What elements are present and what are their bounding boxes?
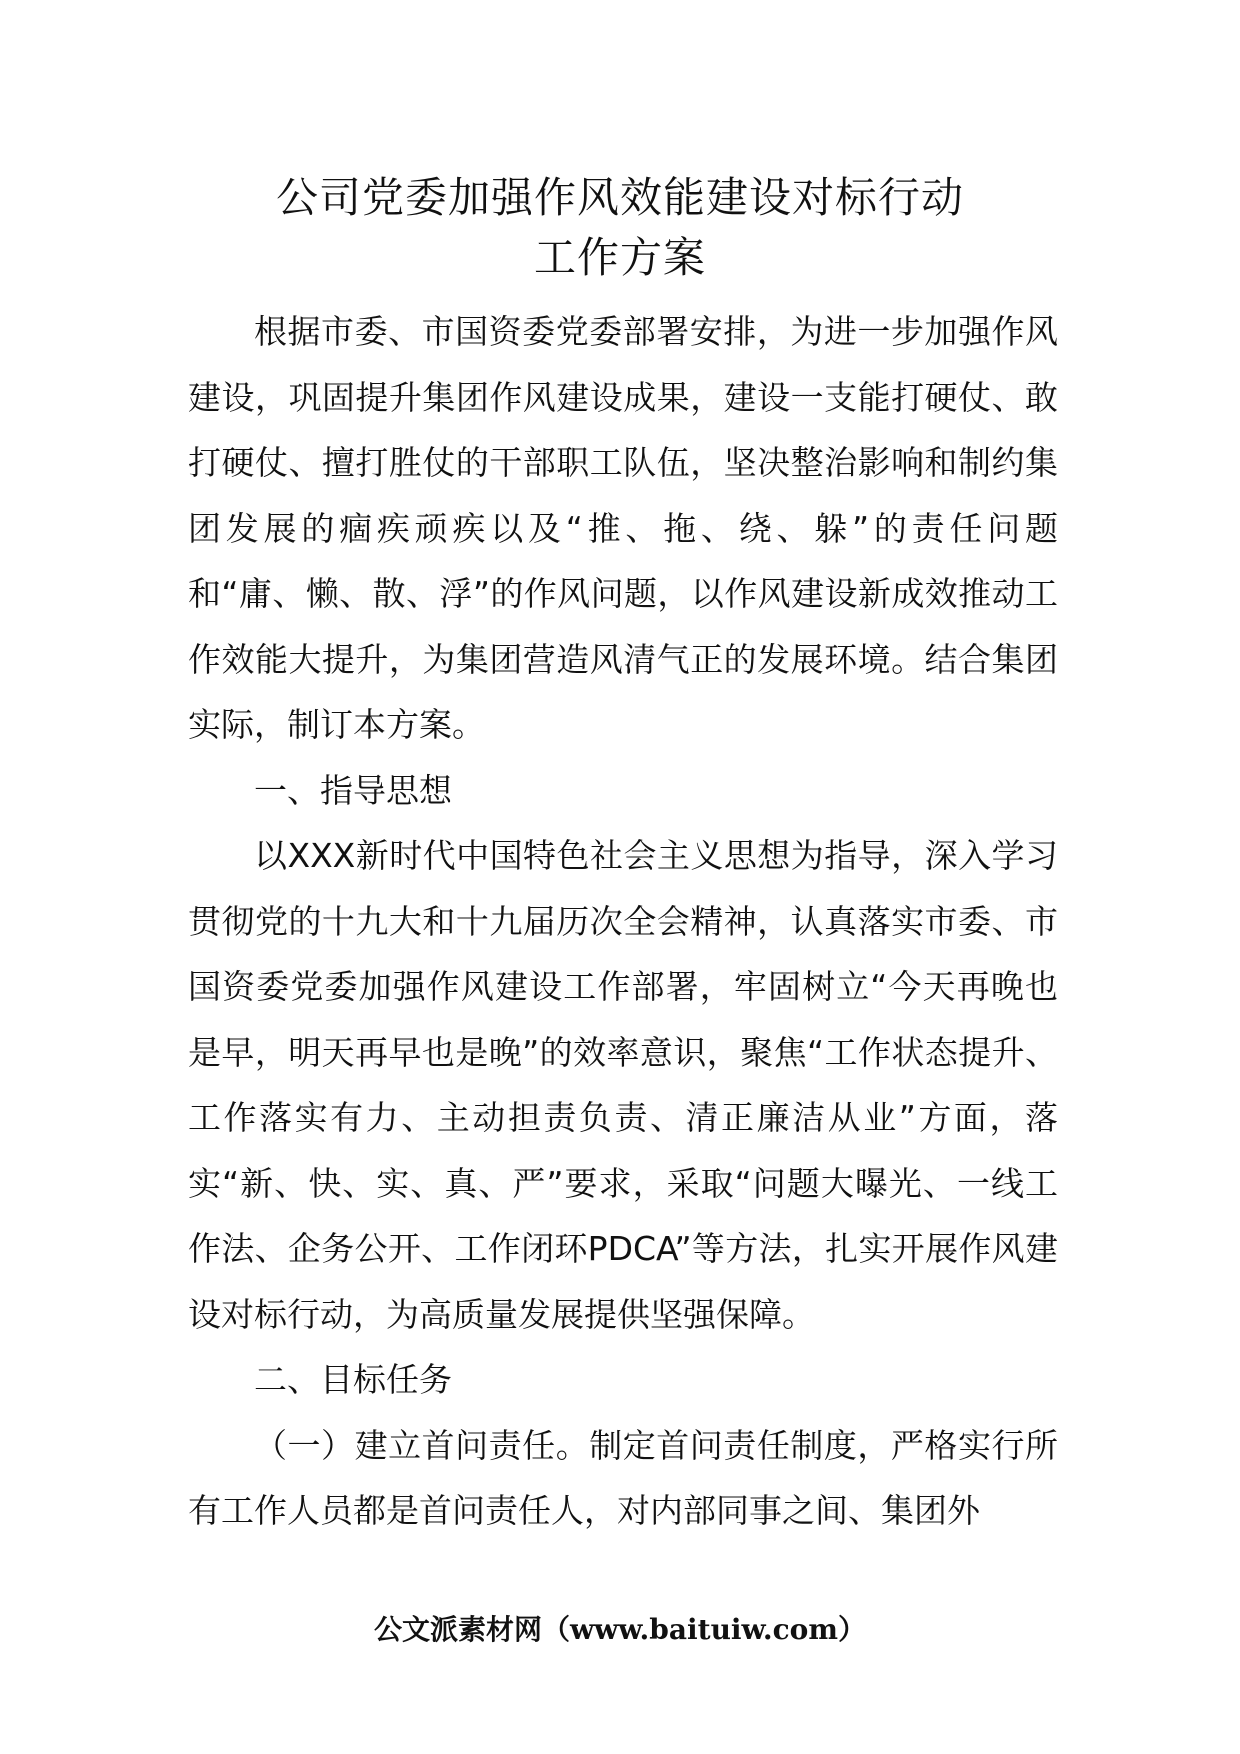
document-title (150, 168, 1090, 288)
document-body (188, 299, 1058, 1544)
footer-watermark: 公文派素材网（www.baituiw.com） (374, 1613, 866, 1646)
intro-paragraph: 根据市委、市国资委党委部署安排，为进一步加强作风建设，巩固提升集团作风建设成果，建设一支能打硬仗、敢打硬仗、擅打胜仗的干部职工队伍，坚决整治影响和制约集团发展的痼疾顽疾以及“推、拖、绕、躲”的责任问题和“庸、懒、散、浮”的作风问题，以作风建设新成效推动工作效能大提升，为集团营造风清气正的发展环境。结合集团实际，制订本方案。 (188, 312, 1058, 744)
section-heading-goals: 二、目标任务 (254, 1360, 452, 1399)
section-heading-guiding-thought: 一、指导思想 (254, 770, 452, 810)
title-line-2: 工作方案 (533, 233, 706, 282)
goals-item-1-paragraph: （一）建立首问责任。制定首问责任制度，严格实行所有工作人员都是首问责任人，对内部同事之间、集团外 (188, 1425, 1058, 1530)
title-line-1: 公司党委加强作风效能建设对标行动 (275, 173, 964, 222)
guiding-thought-paragraph: 以XXX新时代中国特色社会主义思想为指导，深入学习贯彻党的十九大和十九届历次全会精神，认真落实市委、市国资委党委加强作风建设工作部署，牢固树立“今天再晚也是早，明天再早也是晚”的效率意识，聚焦“工作状态提升、工作落实有力、主动担责负责、清正廉洁从业”方面，落实“新、快、实、真、严”要求，采取“问题大曝光、一线工作法、企务公开、工作闭环PDCA”等方法，扎实开展作风建设对标行动，为高质量发展提供坚强保障。 (188, 836, 1058, 1334)
